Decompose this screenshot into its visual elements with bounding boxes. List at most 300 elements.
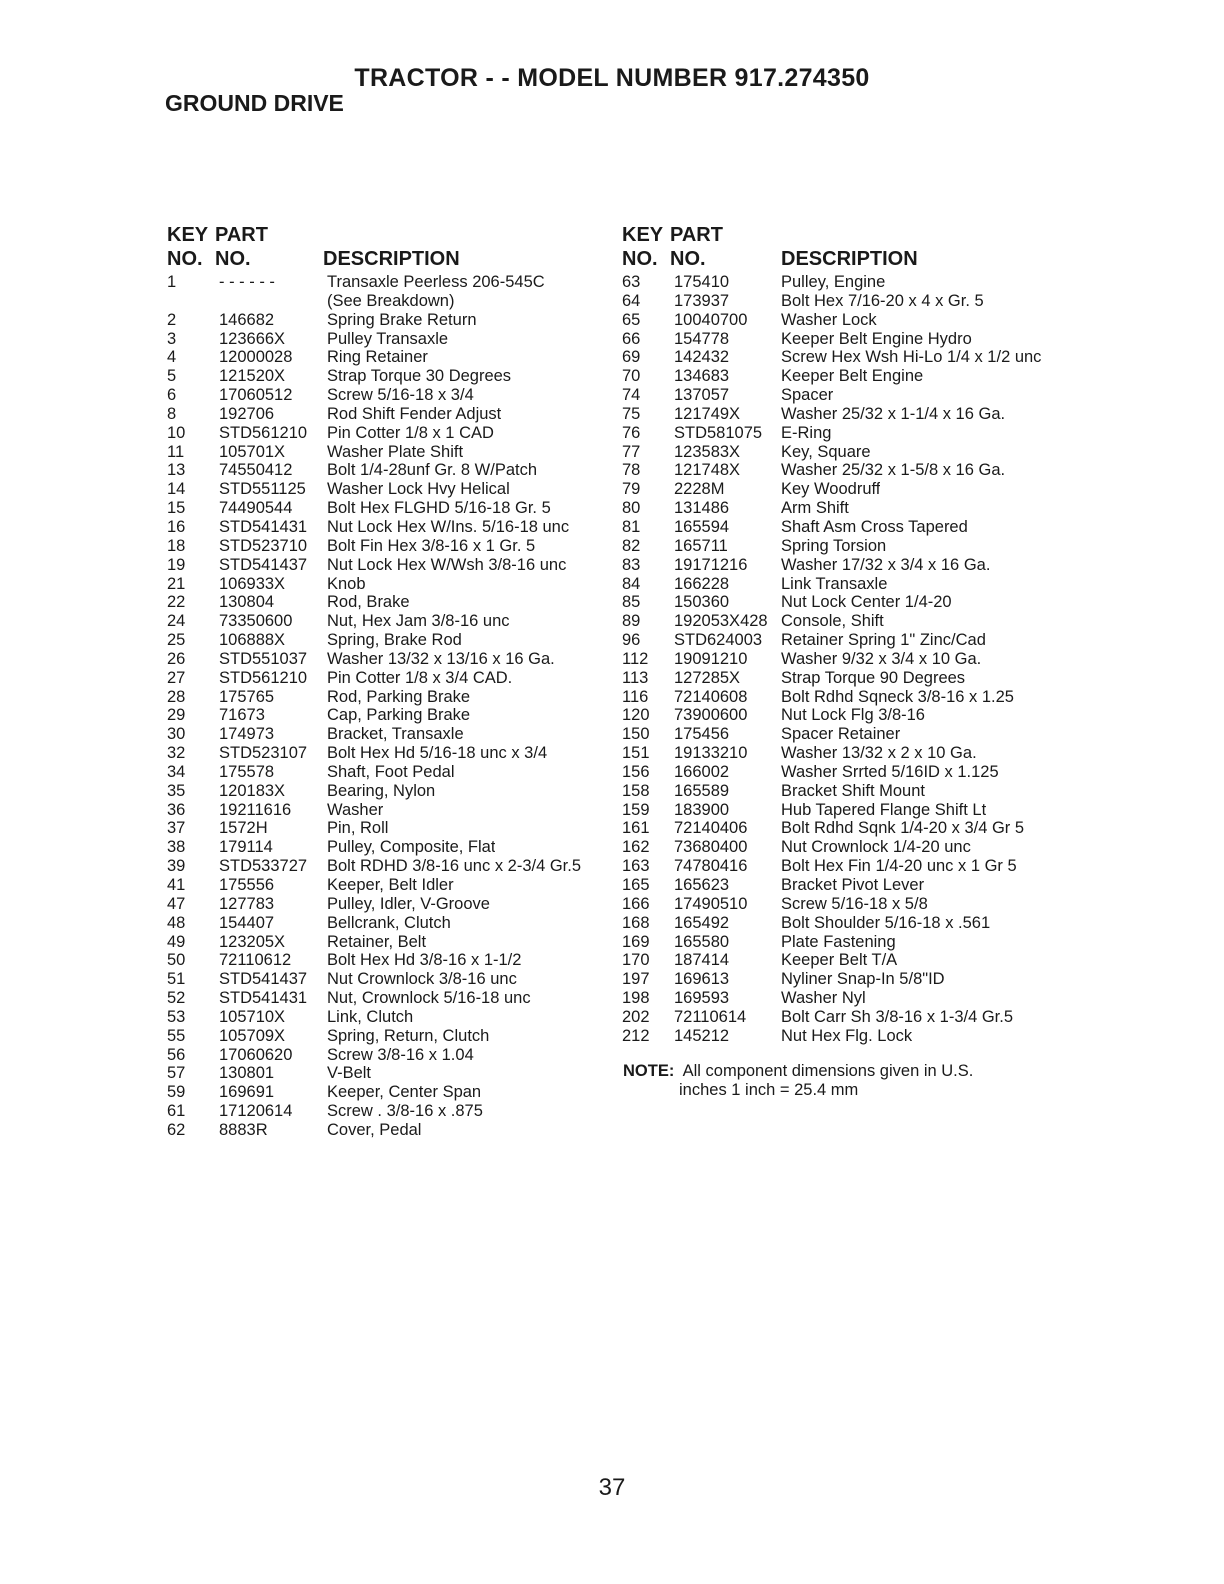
table-row <box>167 593 581 612</box>
part-no-cell: 175456 <box>674 725 730 744</box>
description-cell: Bolt Hex Hd 3/8-16 x 1-1/2 <box>327 951 522 970</box>
description-cell: Key, Square <box>781 442 871 461</box>
table-row <box>622 330 1041 349</box>
key-no-cell: 50 <box>167 951 186 970</box>
part-no-cell: 165711 <box>674 536 728 555</box>
part-no-cell: 192706 <box>219 404 275 423</box>
table-row <box>167 405 581 424</box>
table-row <box>167 970 581 989</box>
key-no-cell: 84 <box>622 574 641 593</box>
key-no-cell: 156 <box>622 762 650 781</box>
key-no-cell: 82 <box>622 536 641 555</box>
description-cell: Washer Lock <box>781 310 877 329</box>
part-no-cell: 74550412 <box>219 461 293 480</box>
part-no-cell: 165492 <box>674 913 730 932</box>
table-row <box>622 292 1041 311</box>
table-row <box>167 650 581 669</box>
description-cell: Screw 5/16-18 x 3/4 <box>327 386 474 405</box>
table-row <box>167 367 581 386</box>
table-row <box>167 725 581 744</box>
table-row <box>167 461 581 480</box>
part-no-cell: 175410 <box>674 273 730 291</box>
part-no-cell: 74780416 <box>674 857 748 876</box>
description-cell: Pulley, Engine <box>781 273 886 291</box>
key-no-cell: 85 <box>622 593 641 612</box>
part-no-cell: 72140608 <box>674 687 748 706</box>
key-no-cell: 22 <box>167 593 186 612</box>
key-no-cell: 13 <box>167 461 186 480</box>
table-row <box>622 838 1041 857</box>
part-no-cell: 192053X428 <box>674 612 768 631</box>
part-no-cell: STD523710 <box>219 536 308 555</box>
description-cell: Bolt Hex FLGHD 5/16-18 Gr. 5 <box>327 499 551 518</box>
key-no-cell: 18 <box>167 536 186 555</box>
table-row <box>167 537 581 556</box>
table-row <box>167 1064 581 1083</box>
description-cell: Bolt Hex Hd 5/16-18 unc x 3/4 <box>327 744 548 763</box>
key-no-cell: 83 <box>622 555 641 574</box>
description-header: DESCRIPTION <box>323 248 460 270</box>
part-no-cell: 106888X <box>219 631 286 650</box>
description-cell: Link, Clutch <box>327 1007 414 1026</box>
description-cell: Screw Hex Wsh Hi-Lo 1/4 x 1/2 unc <box>781 348 1042 367</box>
description-cell: Bolt Carr Sh 3/8-16 x 1-3/4 Gr.5 <box>781 1007 1014 1026</box>
key-no-cell: 24 <box>167 612 186 631</box>
part-header: PART <box>670 224 723 246</box>
description-cell: Rod Shift Fender Adjust <box>327 404 502 423</box>
key-no-header: NO. <box>167 248 203 270</box>
part-no-cell: STD541437 <box>219 970 308 989</box>
table-row <box>167 951 581 970</box>
part-no-cell: 165594 <box>674 517 730 536</box>
part-no-cell: 123666X <box>219 329 286 348</box>
key-no-cell: 75 <box>622 404 641 423</box>
part-no-cell: 183900 <box>674 800 730 819</box>
note-text-line1: All component dimensions given in U.S. <box>682 1062 974 1080</box>
key-no-cell: 57 <box>167 1064 186 1083</box>
part-no-cell: 19091210 <box>674 649 748 668</box>
table-row <box>167 838 581 857</box>
part-no-cell: 73680400 <box>674 838 748 857</box>
key-no-cell: 202 <box>622 1007 650 1026</box>
key-no-cell: 25 <box>167 631 186 650</box>
part-no-cell: 12000028 <box>219 348 293 367</box>
table-row <box>622 933 1041 952</box>
description-cell: Bolt Rdhd Sqneck 3/8-16 x 1.25 <box>781 687 1014 706</box>
table-row <box>622 575 1041 594</box>
key-no-cell: 16 <box>167 517 186 536</box>
key-no-cell: 55 <box>167 1026 186 1045</box>
table-row <box>167 330 581 349</box>
description-cell: Washer Nyl <box>781 989 866 1008</box>
key-no-cell: 161 <box>622 819 650 838</box>
description-cell: Bolt RDHD 3/8-16 unc x 2-3/4 Gr.5 <box>327 857 582 876</box>
table-row <box>622 989 1041 1008</box>
parts-rows-right <box>622 273 1041 1046</box>
description-cell: Bolt Rdhd Sqnk 1/4-20 x 3/4 Gr 5 <box>781 819 1025 838</box>
description-cell: Retainer, Belt <box>327 932 427 951</box>
description-header: DESCRIPTION <box>781 248 918 270</box>
part-no-cell: 72110612 <box>219 951 292 970</box>
table-header-row1 <box>167 223 581 247</box>
part-no-cell: 105709X <box>219 1026 286 1045</box>
table-row <box>167 819 581 838</box>
table-row <box>622 819 1041 838</box>
description-cell: Washer Lock Hvy Helical <box>327 480 510 499</box>
description-cell: Nut, Crownlock 5/16-18 unc <box>327 989 531 1008</box>
key-no-cell: 38 <box>167 838 186 857</box>
description-cell: Transaxle Peerless 206-545C <box>327 273 545 291</box>
key-no-cell: 65 <box>622 310 641 329</box>
part-no-cell: 127783 <box>219 894 275 913</box>
table-row <box>622 706 1041 725</box>
key-no-cell: 53 <box>167 1007 186 1026</box>
dimension-note <box>623 1062 973 1100</box>
key-no-cell: 1 <box>167 273 177 291</box>
description-cell: Pin, Roll <box>327 819 389 838</box>
table-row <box>167 612 581 631</box>
table-row <box>167 763 581 782</box>
part-no-cell: 145212 <box>674 1026 730 1045</box>
description-cell: Shaft Asm Cross Tapered <box>781 517 968 536</box>
part-no-cell: 169613 <box>674 970 730 989</box>
description-cell: Rod, Brake <box>327 593 410 612</box>
key-no-header: NO. <box>622 248 658 270</box>
key-no-cell: 74 <box>622 386 641 405</box>
table-row <box>167 443 581 462</box>
page-number: 37 <box>598 1474 626 1501</box>
part-no-cell: 19171216 <box>674 555 748 574</box>
part-no-cell: 19211616 <box>219 800 292 819</box>
table-row <box>167 499 581 518</box>
description-cell: Pulley Transaxle <box>327 329 449 348</box>
key-no-cell: 165 <box>622 876 650 894</box>
key-no-cell: 21 <box>167 574 186 593</box>
key-no-cell: 8 <box>167 404 177 423</box>
table-row <box>622 688 1041 707</box>
part-no-cell: 165589 <box>674 781 730 800</box>
part-no-cell: 142432 <box>674 348 730 367</box>
note-text-line2: inches 1 inch = 25.4 mm <box>679 1081 859 1099</box>
table-row <box>167 1046 581 1065</box>
table-row <box>622 367 1041 386</box>
table-row <box>622 725 1041 744</box>
part-no-cell: 166228 <box>674 574 730 593</box>
table-row <box>622 348 1041 367</box>
key-no-cell: 36 <box>167 800 186 819</box>
table-row <box>622 499 1041 518</box>
description-cell: Nut Lock Center 1/4-20 <box>781 593 952 612</box>
part-no-cell: 165623 <box>674 876 730 894</box>
description-cell: Plate Fastening <box>781 932 896 951</box>
key-no-cell: 64 <box>622 291 641 310</box>
part-no-cell: 105701X <box>219 442 286 461</box>
part-no-cell: 73350600 <box>219 612 293 631</box>
table-row <box>167 556 581 575</box>
key-no-cell: 113 <box>622 668 649 687</box>
table-row <box>622 311 1041 330</box>
key-no-cell: 32 <box>167 744 186 763</box>
part-no-cell: 72140406 <box>674 819 748 838</box>
key-no-cell: 159 <box>622 800 650 819</box>
part-no-cell: 106933X <box>219 574 286 593</box>
key-no-cell: 163 <box>622 857 650 876</box>
key-no-cell: 6 <box>167 386 177 405</box>
table-header-row2 <box>622 247 1041 271</box>
table-row <box>167 669 581 688</box>
description-cell: Retainer Spring 1" Zinc/Cad <box>781 631 986 650</box>
part-no-cell: 187414 <box>674 951 730 970</box>
table-row <box>622 1008 1041 1027</box>
table-row <box>167 575 581 594</box>
description-cell: Bolt Fin Hex 3/8-16 x 1 Gr. 5 <box>327 536 536 555</box>
description-cell: Bolt Hex Fin 1/4-20 unc x 1 Gr 5 <box>781 857 1017 876</box>
key-no-cell: 4 <box>167 348 177 367</box>
table-row <box>167 386 581 405</box>
part-no-cell: 130801 <box>219 1064 275 1083</box>
table-header-row2 <box>167 247 581 271</box>
table-row <box>167 782 581 801</box>
part-no-cell: 74490544 <box>219 499 293 518</box>
description-cell: Shaft, Foot Pedal <box>327 762 455 781</box>
part-no-cell: 120183X <box>219 781 286 800</box>
key-no-cell: 51 <box>167 970 186 989</box>
part-no-cell: 169593 <box>674 989 730 1008</box>
part-no-cell: 131486 <box>674 499 730 518</box>
key-no-cell: 169 <box>622 932 650 951</box>
description-cell: Nut Lock Flg 3/8-16 <box>781 706 925 725</box>
table-row <box>167 914 581 933</box>
description-cell: Nut Hex Flg. Lock <box>781 1026 913 1045</box>
part-no-cell: 137057 <box>674 386 730 405</box>
part-no-cell: 123205X <box>219 932 286 951</box>
description-cell: Nyliner Snap-In 5/8"ID <box>781 970 945 989</box>
key-no-cell: 56 <box>167 1045 186 1064</box>
key-no-cell: 14 <box>167 480 186 499</box>
table-row <box>167 348 581 367</box>
key-no-cell: 158 <box>622 781 650 800</box>
description-cell: (See Breakdown) <box>327 291 455 310</box>
description-cell: Rod, Parking Brake <box>327 687 471 706</box>
description-cell: Screw 5/16-18 x 5/8 <box>781 894 928 913</box>
key-no-cell: 168 <box>622 913 650 932</box>
description-cell: Bolt Shoulder 5/16-18 x .561 <box>781 913 991 932</box>
note-label: NOTE: <box>623 1062 675 1080</box>
part-no-cell: 17120614 <box>219 1102 293 1121</box>
description-cell: Washer 13/32 x 2 x 10 Ga. <box>781 744 977 763</box>
description-cell: Washer 17/32 x 3/4 x 16 Ga. <box>781 555 991 574</box>
description-cell: E-Ring <box>781 423 832 442</box>
key-no-cell: 78 <box>622 461 641 480</box>
key-no-cell: 170 <box>622 951 650 970</box>
description-cell: Hub Tapered Flange Shift Lt <box>781 800 987 819</box>
part-no-cell: 134683 <box>674 367 730 386</box>
description-cell: Washer 25/32 x 1-1/4 x 16 Ga. <box>781 404 1006 423</box>
page-title: TRACTOR - - MODEL NUMBER 917.274350 <box>354 64 870 92</box>
part-no-cell: 73900600 <box>674 706 748 725</box>
description-cell: Strap Torque 30 Degrees <box>327 367 512 386</box>
table-row <box>167 292 581 311</box>
key-no-cell: 48 <box>167 913 186 932</box>
part-no-cell: 154407 <box>219 913 275 932</box>
part-no-cell: 175556 <box>219 876 275 894</box>
part-no-cell: STD581075 <box>674 423 763 442</box>
key-no-cell: 34 <box>167 762 186 781</box>
part-no-cell: STD561210 <box>219 423 308 442</box>
key-no-cell: 63 <box>622 273 641 291</box>
part-no-cell: 154778 <box>674 329 730 348</box>
key-no-cell: 70 <box>622 367 641 386</box>
part-no-cell: 169691 <box>219 1083 275 1102</box>
table-header-row1 <box>622 223 1041 247</box>
part-no-cell: 8883R <box>219 1120 268 1139</box>
key-no-cell: 116 <box>622 687 649 706</box>
table-row <box>622 612 1041 631</box>
description-cell: Cap, Parking Brake <box>327 706 471 725</box>
description-cell: Keeper Belt Engine Hydro <box>781 329 972 348</box>
part-no-cell: 121748X <box>674 461 741 480</box>
description-cell: Spring Torsion <box>781 536 887 555</box>
description-cell: Knob <box>327 574 366 593</box>
description-cell: Screw 3/8-16 x 1.04 <box>327 1045 474 1064</box>
key-header: KEY <box>622 224 664 246</box>
description-cell: Nut, Hex Jam 3/8-16 unc <box>327 612 510 631</box>
description-cell: Nut Lock Hex W/Wsh 3/8-16 unc <box>327 555 567 574</box>
part-no-cell: 127285X <box>674 668 741 687</box>
part-no-cell: 179114 <box>219 838 273 857</box>
table-row <box>622 895 1041 914</box>
part-no-cell: 173937 <box>674 291 730 310</box>
key-no-cell: 30 <box>167 725 186 744</box>
table-row <box>167 744 581 763</box>
part-no-cell: 1572H <box>219 819 268 838</box>
part-no-cell: 175765 <box>219 687 275 706</box>
part-no-cell: 71673 <box>219 706 265 725</box>
description-cell: Washer 9/32 x 3/4 x 10 Ga. <box>781 649 982 668</box>
key-no-cell: 96 <box>622 631 641 650</box>
description-cell: Spring Brake Return <box>327 310 477 329</box>
key-no-cell: 19 <box>167 555 186 574</box>
table-row <box>622 1027 1041 1046</box>
table-row <box>622 443 1041 462</box>
key-no-cell: 79 <box>622 480 641 499</box>
description-cell: Ring Retainer <box>327 348 428 367</box>
table-row <box>622 744 1041 763</box>
key-no-cell: 11 <box>167 442 185 461</box>
part-no-cell: 150360 <box>674 593 730 612</box>
table-row <box>167 706 581 725</box>
key-no-cell: 47 <box>167 894 186 913</box>
part-no-cell: 121520X <box>219 367 286 386</box>
key-no-cell: 69 <box>622 348 641 367</box>
table-row <box>167 273 581 292</box>
part-no-cell: 17060620 <box>219 1045 293 1064</box>
description-cell: Bolt 1/4-28unf Gr. 8 W/Patch <box>327 461 538 480</box>
table-row <box>622 951 1041 970</box>
key-no-cell: 37 <box>167 819 186 838</box>
parts-rows-left <box>167 273 581 1140</box>
key-header: KEY <box>167 224 209 246</box>
key-no-cell: 112 <box>622 649 649 668</box>
description-cell: Pin Cotter 1/8 x 3/4 CAD. <box>327 668 513 687</box>
table-row <box>622 518 1041 537</box>
key-no-cell: 81 <box>622 517 641 536</box>
description-cell: Keeper Belt T/A <box>781 951 898 970</box>
key-no-cell: 66 <box>622 329 641 348</box>
table-row <box>622 273 1041 292</box>
description-cell: Pulley, Idler, V-Groove <box>327 894 490 913</box>
table-row <box>622 631 1041 650</box>
table-row <box>167 895 581 914</box>
key-no-cell: 15 <box>167 499 186 518</box>
part-no-cell: 175578 <box>219 762 275 781</box>
key-no-cell: 76 <box>622 423 641 442</box>
table-row <box>622 461 1041 480</box>
part-no-cell: 72110614 <box>674 1007 747 1026</box>
key-no-cell: 49 <box>167 932 186 951</box>
table-row <box>167 1008 581 1027</box>
description-cell: Spring, Return, Clutch <box>327 1026 490 1045</box>
description-cell: Spacer <box>781 386 834 405</box>
key-no-cell: 39 <box>167 857 186 876</box>
part-no-cell: 2228M <box>674 480 725 499</box>
description-cell: Console, Shift <box>781 612 884 631</box>
parts-table-left <box>167 223 581 1140</box>
key-no-cell: 80 <box>622 499 641 518</box>
description-cell: Bracket Pivot Lever <box>781 876 925 894</box>
part-no-cell: STD533727 <box>219 857 308 876</box>
table-row <box>622 970 1041 989</box>
part-no-cell: STD523107 <box>219 744 308 763</box>
table-row <box>622 537 1041 556</box>
description-cell: Bracket Shift Mount <box>781 781 925 800</box>
part-no-cell: STD561210 <box>219 668 308 687</box>
description-cell: Bearing, Nylon <box>327 781 436 800</box>
key-no-cell: 10 <box>167 423 186 442</box>
description-cell: Keeper, Belt Idler <box>327 876 454 894</box>
part-no-cell: STD541431 <box>219 517 308 536</box>
part-no-cell: 19133210 <box>674 744 748 763</box>
description-cell: V-Belt <box>327 1064 372 1083</box>
table-row <box>167 1083 581 1102</box>
description-cell: Pulley, Composite, Flat <box>327 838 496 857</box>
table-row <box>622 914 1041 933</box>
key-no-cell: 62 <box>167 1120 186 1139</box>
description-cell: Arm Shift <box>781 499 849 518</box>
part-no-cell: 17490510 <box>674 894 748 913</box>
key-no-cell: 26 <box>167 649 186 668</box>
table-row <box>622 424 1041 443</box>
table-row <box>167 518 581 537</box>
table-row <box>622 556 1041 575</box>
table-row <box>167 631 581 650</box>
description-cell: Bellcrank, Clutch <box>327 913 451 932</box>
key-no-cell: 61 <box>167 1102 186 1121</box>
part-no-cell: 166002 <box>674 762 730 781</box>
table-row <box>622 801 1041 820</box>
description-cell: Washer Plate Shift <box>327 442 464 461</box>
description-cell: Washer 13/32 x 13/16 x 16 Ga. <box>327 649 555 668</box>
parts-table-right <box>622 223 1041 1046</box>
description-cell: Spring, Brake Rod <box>327 631 462 650</box>
description-cell: Pin Cotter 1/8 x 1 CAD <box>327 423 494 442</box>
description-cell: Bolt Hex 7/16-20 x 4 x Gr. 5 <box>781 291 984 310</box>
table-row <box>167 876 581 895</box>
table-row <box>622 876 1041 895</box>
table-row <box>622 650 1041 669</box>
table-row <box>167 688 581 707</box>
key-no-cell: 166 <box>622 894 650 913</box>
